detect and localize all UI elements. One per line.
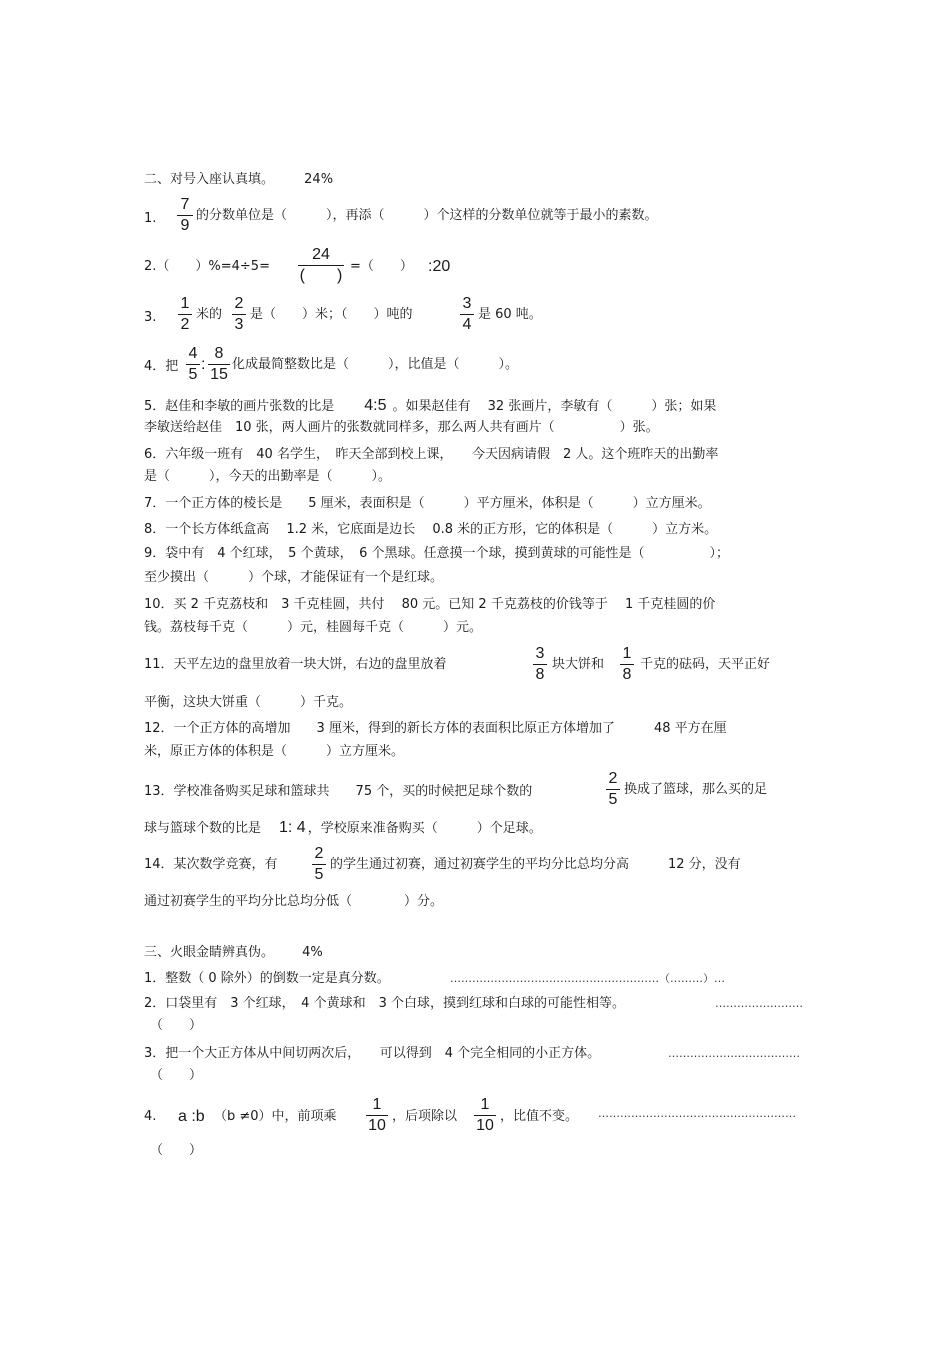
q5-line-1 xyxy=(144,398,716,415)
fraction-bar xyxy=(533,664,547,665)
q10-line-1: 10．买 2 千克荔枝和 3 千克桂圆，共付 80 元。已知 2 千克荔枝的价钱等于 1 千克桂圆的价 xyxy=(144,597,716,612)
fraction-bar xyxy=(620,664,634,665)
section-title: 二、对号入座认真填。 xyxy=(144,172,275,187)
fraction-bar xyxy=(178,314,192,315)
q11-text-2: 块大饼和 xyxy=(552,657,605,672)
q11-text-3: 千克的砝码，天平正好 xyxy=(640,657,771,672)
q13-text-a: 球与篮球个数的比是 xyxy=(144,821,262,836)
q9-line-2: 至少摸出（ ）个球，才能保证有一个是红球。 xyxy=(144,570,444,585)
s3-q1-text: 1．整数（ 0 除外）的倒数一定是真分数。 xyxy=(144,971,390,986)
q14-text-1: 14．某次数学竞赛，有 xyxy=(144,857,278,872)
q1-fraction xyxy=(177,196,193,235)
q6-line-1: 6．六年级一班有 40 名学生， 昨天全部到校上课， 今天因病请假 2 人。这个班昨天的出勤率 xyxy=(144,447,719,462)
fraction-bar xyxy=(232,314,246,315)
s3-q4-dots: ……………………………………………… xyxy=(598,1107,796,1120)
s3-q3-text: 3．把一个大正方体从中间切两次后， 可以得到 4 个完全相同的小正方体。 xyxy=(144,1046,601,1061)
q11-text-1: 11．天平左边的盘里放着一块大饼，右边的盘里放着 xyxy=(144,657,447,672)
q4-text-2: 化成最简整数比是（ ），比值是（ ）。 xyxy=(232,357,519,372)
fraction-bar xyxy=(298,265,344,266)
denominator: 10 xyxy=(368,1117,386,1134)
q9-line-1: 9．袋中有 4 个红球， 5 个黄球， 6 个黑球。任意摸一个球，摸到黄球的可能性是（ ）； xyxy=(144,546,729,561)
q11-line-2: 平衡，这块大饼重（ ）千克。 xyxy=(144,695,353,710)
q2-fraction xyxy=(298,246,344,285)
s3-q4-fraction-2 xyxy=(474,1096,496,1135)
section-2-header xyxy=(144,172,333,188)
q4-text-1: 4．把 xyxy=(144,359,179,374)
q13-fraction xyxy=(606,770,620,809)
numerator: 7 xyxy=(180,196,190,213)
q2-text-a: 2.（ ）%=4÷5= xyxy=(144,259,270,274)
denominator: 8 xyxy=(535,666,545,683)
s3-q2-answer-paren[interactable]: （ ） xyxy=(150,1018,203,1033)
q3-fraction-3 xyxy=(460,295,474,334)
q4-colon: : xyxy=(201,356,206,373)
denominator: ( ) xyxy=(299,267,343,284)
q7-line-1: 7．一个正方体的棱长是 5 厘米，表面积是（ ）平方厘米，体积是（ ）立方厘米。 xyxy=(144,496,711,511)
q13-text-b: ，学校原来准备购买（ ）个足球。 xyxy=(307,821,542,836)
denominator: 2 xyxy=(180,316,190,333)
section-percent: 24% xyxy=(304,172,334,187)
fraction-bar xyxy=(177,215,193,216)
numerator: 24 xyxy=(312,246,330,263)
s3-q4-number: 4. xyxy=(144,1109,157,1124)
q10-line-2: 钱。荔枝每千克（ ）元，桂圆每千克（ ）元。 xyxy=(144,620,483,635)
numerator: 4 xyxy=(188,345,198,362)
q5-text-b: 。如果赵佳有 32 张画片，李敏有（ ）张；如果 xyxy=(392,399,717,414)
numerator: 3 xyxy=(462,295,472,312)
denominator: 5 xyxy=(314,866,324,883)
section-title: 三、火眼金睛辨真伪。 xyxy=(144,945,275,960)
section-percent: 4% xyxy=(302,945,323,960)
numerator: 3 xyxy=(535,645,545,662)
s3-q3-dots: ……………………………… xyxy=(668,1047,800,1060)
q14-text-2: 的学生通过初赛，通过初赛学生的平均分比总均分高 12 分，没有 xyxy=(330,857,741,872)
q3-text-3: 是 60 吨。 xyxy=(478,307,542,322)
s3-q4-text-2: ，后项除以 xyxy=(392,1109,458,1124)
numerator: 2 xyxy=(234,295,244,312)
q2-text-b: =（ ） xyxy=(350,259,413,274)
denominator: 5 xyxy=(608,791,618,808)
q5-ratio: 4:5 xyxy=(364,397,387,414)
q14-line-2: 通过初赛学生的平均分比总均分低（ ）分。 xyxy=(144,894,444,909)
q8-line-1: 8．一个长方体纸盒高 1.2 米，它底面是边长 0.8 米的正方形，它的体积是（ ）立方米。 xyxy=(144,522,718,537)
q3-fraction-1 xyxy=(178,295,192,334)
numerator: 1 xyxy=(372,1096,382,1113)
fraction-bar xyxy=(474,1115,496,1116)
fraction-bar xyxy=(606,789,620,790)
s3-q4-ratio: a :b xyxy=(178,1108,205,1125)
s3-q1-dots: …………………………………………………（………）… xyxy=(450,972,725,985)
denominator: 3 xyxy=(234,316,244,333)
q13-text-1: 13．学校准备购买足球和篮球共 75 个，买的时候把足球个数的 xyxy=(144,784,533,799)
q1-text: 的分数单位是（ ），再添（ ）个这样的分数单位就等于最小的素数。 xyxy=(196,208,658,223)
q5-text-a: 5．赵佳和李敏的画片张数的比是 xyxy=(144,399,335,414)
numerator: 2 xyxy=(314,845,324,862)
fraction-bar xyxy=(312,864,326,865)
s3-q2-dots: …………………… xyxy=(715,997,803,1010)
section-3-header xyxy=(144,945,323,961)
numerator: 2 xyxy=(608,770,618,787)
numerator: 1 xyxy=(622,645,632,662)
q12-line-2: 米，原正方体的体积是（ ）立方厘米。 xyxy=(144,744,405,759)
q14-fraction xyxy=(312,845,326,884)
s3-q2-text: 2．口袋里有 3 个红球， 4 个黄球和 3 个白球，摸到红球和白球的可能性相等。 xyxy=(144,996,625,1011)
q13-text-2: 换成了篮球，那么买的足 xyxy=(624,782,768,797)
s3-q4-fraction-1 xyxy=(366,1096,388,1135)
s3-q4-text-3: ，比值不变。 xyxy=(500,1109,579,1124)
denominator: 5 xyxy=(188,366,198,383)
q1-number: 1. xyxy=(144,211,157,226)
s3-q4-text-1: （b ≠0）中，前项乘 xyxy=(214,1109,337,1124)
q3-text-1: 米的 xyxy=(196,307,223,322)
q5-line-2: 李敏送给赵佳 10 张，两人画片的张数就同样多，那么两人共有画片（ ）张。 xyxy=(144,420,659,435)
q11-fraction-1 xyxy=(533,645,547,684)
numerator: 1 xyxy=(480,1096,490,1113)
q13-line-2 xyxy=(144,820,542,837)
fraction-bar xyxy=(460,314,474,315)
q3-fraction-2 xyxy=(232,295,246,334)
numerator: 8 xyxy=(214,345,224,362)
fraction-bar xyxy=(186,364,200,365)
q3-text-2: 是（ ）米；（ ）吨的 xyxy=(250,307,413,322)
q3-number: 3. xyxy=(144,310,157,325)
q6-line-2: 是（ ），今天的出勤率是（ ）。 xyxy=(144,469,392,484)
q2-tail: :20 xyxy=(428,258,451,275)
q4-fraction-1 xyxy=(186,345,200,384)
fraction-bar xyxy=(366,1115,388,1116)
denominator: 15 xyxy=(210,366,228,383)
q12-line-1: 12．一个正方体的高增加 3 厘米，得到的新长方体的表面积比原正方体增加了 48 平方在厘 xyxy=(144,721,727,736)
numerator: 1 xyxy=(180,295,190,312)
q4-fraction-2 xyxy=(208,345,230,384)
fraction-bar xyxy=(208,364,230,365)
q13-ratio: 1: 4 xyxy=(279,819,306,836)
denominator: 9 xyxy=(180,217,190,234)
s3-q3-answer-paren[interactable]: （ ） xyxy=(150,1068,203,1083)
denominator: 10 xyxy=(476,1117,494,1134)
s3-q4-answer-paren[interactable]: （ ） xyxy=(150,1143,203,1158)
q11-fraction-2 xyxy=(620,645,634,684)
denominator: 8 xyxy=(622,666,632,683)
denominator: 4 xyxy=(462,316,472,333)
